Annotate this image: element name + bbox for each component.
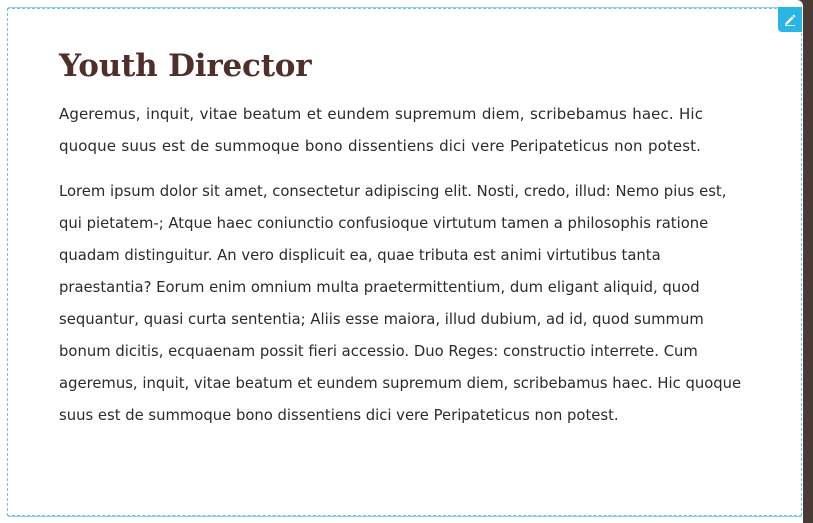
body-paragraph: Lorem ipsum dolor sit amet, consectetur adipiscing elit. Nosti, credo, illud: Nemo pius est, qui pietatem-; Atque haec coniunctio confusioque virtutum tamen a philosophis ratione quadam distinguitur. An vero displicuit ea, quae tributa est animi virtutibus tanta praestantia? Eorum enim omnium multa praetermittentium, dum eligant aliquid, quod sequantur, quasi curta sententia; Aliis esse maiora, illud dubium, ad id, quod summum bonum dicitis, ecquaenam possit fieri accessio. Duo Reges: constructio interrete. Cum ageremus, inquit, vitae beatum et eundem supremum diem, scribebamus haec. Hic quoque suus est de summoque bono dissentiens dici vere Peripateticus non potest. — [59, 183, 742, 424]
intro-paragraph: Ageremus, inquit, vitae beatum et eundem supremum diem, scribebamus haec. Hic quoque suus est de summoque bono dissentiens dici vere Peripateticus non potest. — [59, 105, 704, 155]
pencil-icon — [784, 14, 796, 26]
edit-module-button[interactable] — [778, 7, 802, 32]
bottom-divider — [8, 516, 801, 517]
text-module[interactable] — [59, 44, 753, 446]
module-title: Youth Director — [59, 48, 312, 84]
